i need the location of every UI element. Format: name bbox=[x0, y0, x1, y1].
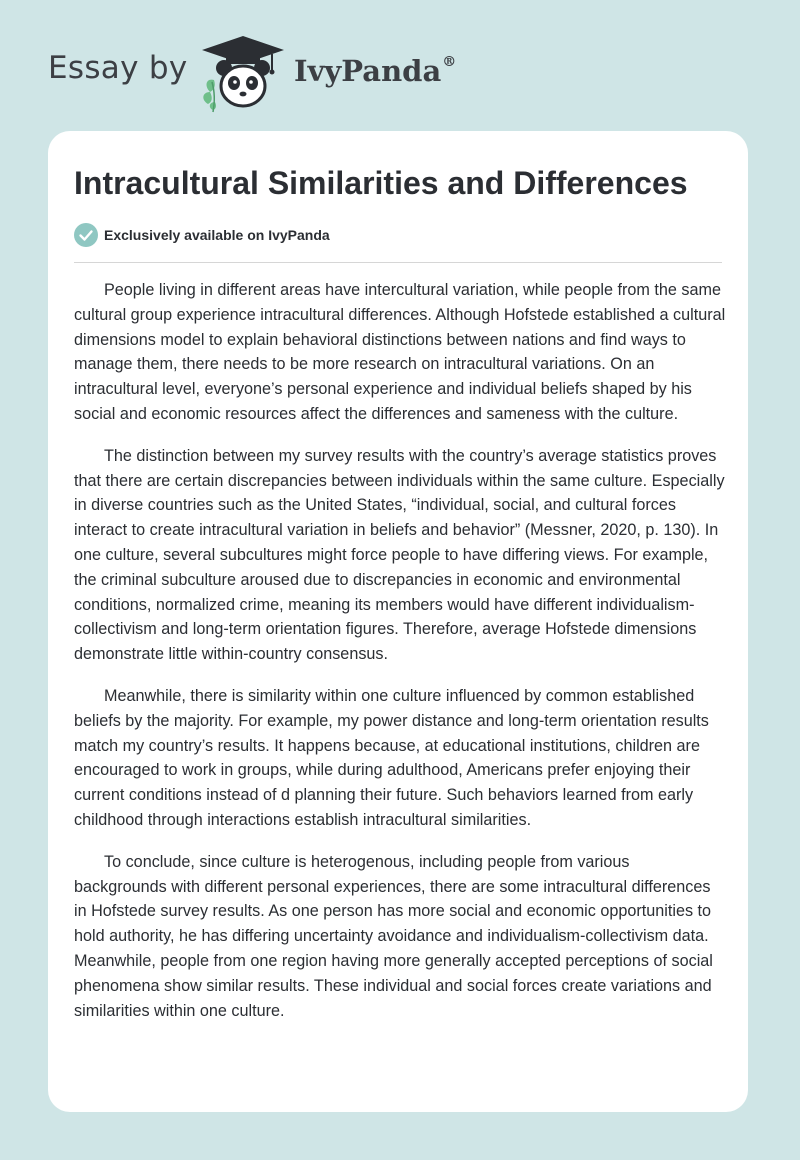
paragraph-4: To conclude, since culture is heterogenous, including people from various backgrounds with different personal experiences, there are some intracultural differences in Hofstede survey results. As one person has more social and economic opportunities to hold authority, he has differing uncertainty avoidance and individualism-collectivism data. Meanwhile, people from one region having more generally accepted perceptions of social phenomena show similar results. These individual and social forces create variations and similarities within one culture. bbox=[74, 852, 713, 1020]
paragraph-1: People living in different areas have intercultural variation, while people from the same cultural group experience intracultural differences. Although Hofstede established a cultural dimensions model to explain behavioral distinctions between nations and find ways to manage them, there needs to be more research on intracultural variations. On an intracultural level, everyone’s personal experience and individual beliefs shaped by his social and economic resources affect the differences and sameness with the culture. bbox=[74, 281, 726, 423]
essay-by-label: Essay by bbox=[48, 50, 188, 86]
essay-card bbox=[48, 131, 748, 1112]
exclusive-badge bbox=[74, 222, 330, 248]
page-title: Intracultural Similarities and Differences bbox=[74, 165, 688, 201]
panda-graduate-logo-icon[interactable] bbox=[198, 34, 288, 114]
check-circle-icon bbox=[74, 223, 98, 247]
paragraph-3: Meanwhile, there is similarity within one culture influenced by common established beliefs by the majority. For example, my power distance and long-term orientation results match my country’s results. It happens because, at educational institutions, children are encouraged to work in groups, while during adulthood, Americans prefer enjoying their current conditions instead of d planning their future. Such behaviors learned from early childhood through interactions establish intracultural similarities. bbox=[74, 686, 709, 829]
site-header bbox=[48, 34, 508, 114]
brand-name[interactable]: IvyPanda® bbox=[294, 54, 457, 88]
essay-body bbox=[74, 278, 726, 1040]
divider bbox=[74, 262, 722, 263]
registered-mark: ® bbox=[442, 54, 457, 70]
badge-label: Exclusively available on IvyPanda bbox=[104, 227, 330, 243]
paragraph-2: The distinction between my survey results with the country’s average statistics proves that there are certain discrepancies between individuals within the same culture. Especially in diverse countries such as the United States, “individual, social, and cultural forces interact to create intracultural variation in beliefs and behavior” (Messner, 2020, p. 130). In one culture, several subcultures might force people to have differing views. For example, the criminal subculture aroused due to discrepancies in economic and environmental conditions, normalized crime, meaning its members would have different individualism-collectivism and long-term orientation figures. Therefore, average Hofstede dimensions demonstrate little within-country consensus. bbox=[74, 446, 725, 664]
